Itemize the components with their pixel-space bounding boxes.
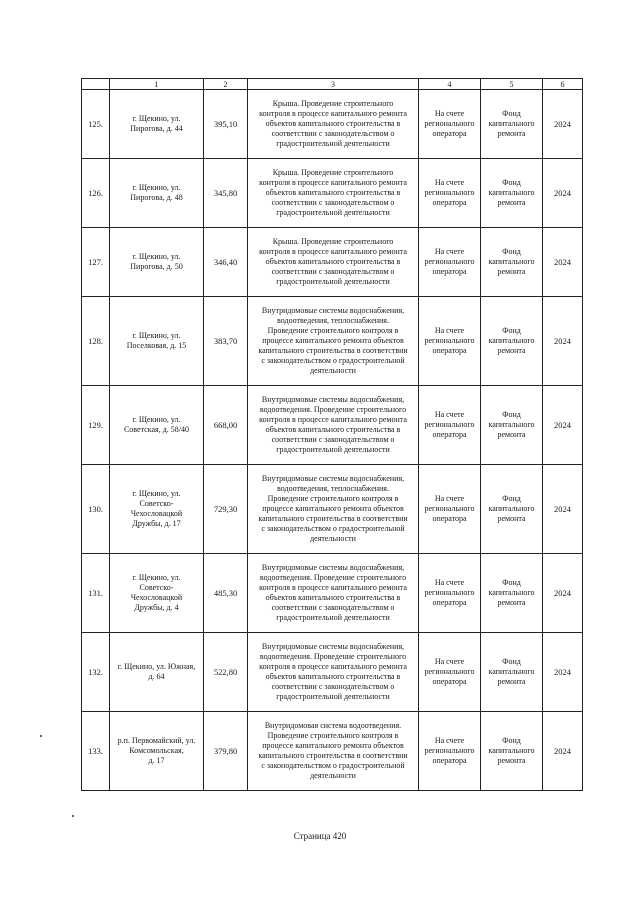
address-cell: г. Щекино, ул. Советско- Чехословацкой Дружбы, д. 17: [110, 465, 204, 554]
work-description-cell: Внутридомовые системы водоснабжения, водоотведения, теплоснабжения. Проведение строительного контроля в процессе капитального ремонта объектов капитального строительства в соответствии с законодательством о градостроительной деятельности: [248, 465, 419, 554]
account-cell: На счете регионального оператора: [419, 465, 481, 554]
address-cell: г. Щекино, ул. Пирогова, д. 50: [110, 228, 204, 297]
table-row: [82, 465, 583, 554]
column-number-row: [82, 79, 583, 90]
column-number: 2: [204, 79, 248, 90]
work-description-cell: Внутридомовые системы водоснабжения, водоотведения, теплоснабжения. Проведение строительного контроля в процессе капитального ремонта объектов капитального строительства в соответствии с законодательством о градостроительной деятельности: [248, 297, 419, 386]
year-cell: 2024: [543, 465, 583, 554]
area-cell: 668,00: [204, 386, 248, 465]
work-description-cell: Внутридомовые системы водоснабжения, водоотведения. Проведение строительного контроля в процессе капитального ремонта объектов капитального строительства в соответствии с законодательством о градостроительной деятельности: [248, 386, 419, 465]
year-cell: 2024: [543, 712, 583, 791]
table-row: [82, 297, 583, 386]
year-cell: 2024: [543, 633, 583, 712]
funding-source-cell: Фонд капитального ремонта: [481, 297, 543, 386]
address-cell: г. Щекино, ул. Советская, д. 58/40: [110, 386, 204, 465]
table-row: [82, 554, 583, 633]
work-schedule-table: [81, 78, 583, 791]
address-cell: г. Щекино, ул. Пирогова, д. 48: [110, 159, 204, 228]
funding-source-cell: Фонд капитального ремонта: [481, 228, 543, 297]
column-number: 3: [248, 79, 419, 90]
year-cell: 2024: [543, 297, 583, 386]
work-description-cell: Внутридомовая система водоотведения. Проведение строительного контроля в процессе капитального ремонта объектов капитального строительства в соответствии с законодательством о градостроительной деятельности: [248, 712, 419, 791]
year-cell: 2024: [543, 90, 583, 159]
account-cell: На счете регионального оператора: [419, 228, 481, 297]
row-number: 130.: [82, 465, 110, 554]
column-number: 5: [481, 79, 543, 90]
funding-source-cell: Фонд капитального ремонта: [481, 712, 543, 791]
scan-speck: [72, 815, 74, 817]
account-cell: На счете регионального оператора: [419, 90, 481, 159]
table-row: [82, 228, 583, 297]
area-cell: 395,10: [204, 90, 248, 159]
area-cell: 383,70: [204, 297, 248, 386]
work-description-cell: Внутридомовые системы водоснабжения, водоотведения. Проведение строительного контроля в процессе капитального ремонта объектов капитального строительства в соответствии с законодательством о градостроительной деятельности: [248, 633, 419, 712]
funding-source-cell: Фонд капитального ремонта: [481, 633, 543, 712]
account-cell: На счете регионального оператора: [419, 633, 481, 712]
row-number: 128.: [82, 297, 110, 386]
year-cell: 2024: [543, 386, 583, 465]
funding-source-cell: Фонд капитального ремонта: [481, 159, 543, 228]
address-cell: р.п. Первомайский, ул. Комсомольская, д. 17: [110, 712, 204, 791]
account-cell: На счете регионального оператора: [419, 159, 481, 228]
table-row: [82, 712, 583, 791]
funding-source-cell: Фонд капитального ремонта: [481, 90, 543, 159]
year-cell: 2024: [543, 554, 583, 633]
row-number: 125.: [82, 90, 110, 159]
funding-source-cell: Фонд капитального ремонта: [481, 386, 543, 465]
row-number: 131.: [82, 554, 110, 633]
column-number: 4: [419, 79, 481, 90]
area-cell: 345,80: [204, 159, 248, 228]
scan-speck: [40, 735, 42, 737]
area-cell: 485,30: [204, 554, 248, 633]
column-number: 6: [543, 79, 583, 90]
table-row: [82, 159, 583, 228]
work-description-cell: Внутридомовые системы водоснабжения, водоотведения. Проведение строительного контроля в процессе капитального ремонта объектов капитального строительства в соответствии с законодательством о градостроительной деятельности: [248, 554, 419, 633]
address-cell: г. Щекино, ул. Южная, д. 64: [110, 633, 204, 712]
work-description-cell: Крыша. Проведение строительного контроля в процессе капитального ремонта объектов капитального строительства в соответствии с законодательством о градостроительной деятельности: [248, 228, 419, 297]
row-number: 132.: [82, 633, 110, 712]
area-cell: 522,80: [204, 633, 248, 712]
account-cell: На счете регионального оператора: [419, 297, 481, 386]
column-number: [82, 79, 110, 90]
row-number: 133.: [82, 712, 110, 791]
table-row: [82, 90, 583, 159]
funding-source-cell: Фонд капитального ремонта: [481, 554, 543, 633]
area-cell: 729,30: [204, 465, 248, 554]
row-number: 129.: [82, 386, 110, 465]
work-description-cell: Крыша. Проведение строительного контроля в процессе капитального ремонта объектов капитального строительства в соответствии с законодательством о градостроительной деятельности: [248, 159, 419, 228]
account-cell: На счете регионального оператора: [419, 554, 481, 633]
table-row: [82, 633, 583, 712]
row-number: 127.: [82, 228, 110, 297]
year-cell: 2024: [543, 159, 583, 228]
row-number: 126.: [82, 159, 110, 228]
work-description-cell: Крыша. Проведение строительного контроля в процессе капитального ремонта объектов капитального строительства в соответствии с законодательством о градостроительной деятельности: [248, 90, 419, 159]
address-cell: г. Щекино, ул. Советско- Чехословацкой Дружбы, д. 4: [110, 554, 204, 633]
address-cell: г. Щекино, ул. Поселковая, д. 15: [110, 297, 204, 386]
account-cell: На счете регионального оператора: [419, 712, 481, 791]
funding-source-cell: Фонд капитального ремонта: [481, 465, 543, 554]
year-cell: 2024: [543, 228, 583, 297]
address-cell: г. Щекино, ул. Пирогова, д. 44: [110, 90, 204, 159]
account-cell: На счете регионального оператора: [419, 386, 481, 465]
table-row: [82, 386, 583, 465]
area-cell: 346,40: [204, 228, 248, 297]
column-number: 1: [110, 79, 204, 90]
page-number: Страница 420: [293, 831, 347, 841]
area-cell: 379,80: [204, 712, 248, 791]
